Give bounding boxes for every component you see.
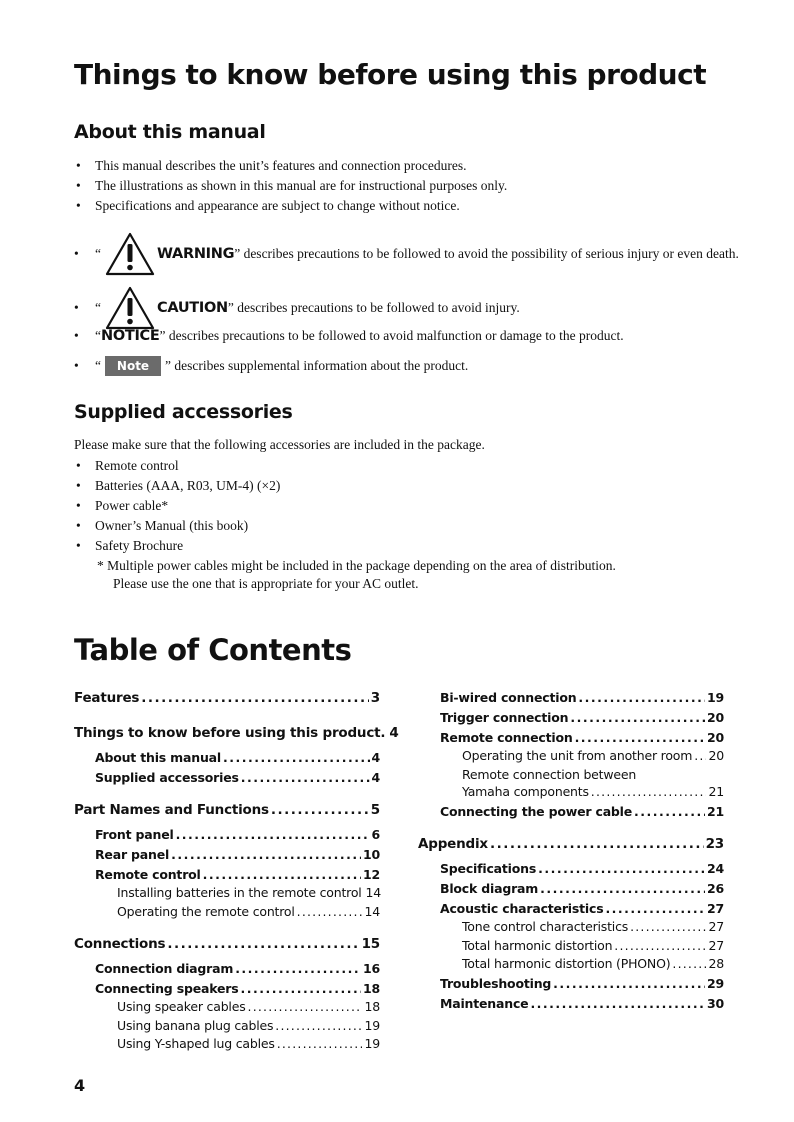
warning-row bbox=[74, 232, 739, 276]
toc-entry-label: Connection diagram bbox=[95, 961, 234, 976]
toc-entry-label: Specifications bbox=[440, 861, 537, 876]
toc-entry[interactable] bbox=[440, 710, 724, 725]
toc-entry-page: 18 bbox=[364, 999, 380, 1014]
toc-entry[interactable] bbox=[74, 690, 380, 706]
accessories-list bbox=[74, 456, 280, 556]
toc-entry-page: 24 bbox=[707, 861, 724, 876]
toc-leader-dots bbox=[490, 836, 704, 852]
toc-leader-dots bbox=[277, 1036, 363, 1051]
toc-entry-label: Trigger connection bbox=[440, 710, 569, 725]
toc-leader-dots bbox=[241, 770, 370, 785]
toc-entry-label: Supplied accessories bbox=[95, 770, 239, 785]
toc-entry-page: 21 bbox=[707, 804, 724, 819]
toc-entry-page: 21 bbox=[708, 784, 724, 799]
toc-entry[interactable] bbox=[117, 1036, 380, 1051]
toc-leader-dots bbox=[578, 690, 705, 705]
toc-entry-label: Part Names and Functions bbox=[74, 802, 269, 818]
bullet: • bbox=[74, 300, 79, 315]
toc-leader-dots bbox=[634, 804, 705, 819]
open-quote: “ bbox=[95, 328, 101, 343]
about-manual-heading: About this manual bbox=[74, 121, 266, 143]
toc-entry-page: 23 bbox=[705, 836, 724, 852]
toc-entry-label: Connecting the power cable bbox=[440, 804, 633, 819]
toc-entry-label: Appendix bbox=[418, 836, 488, 852]
caution-label: CAUTION bbox=[157, 300, 228, 316]
toc-entry-page: 19 bbox=[707, 690, 724, 705]
toc-leader-dots bbox=[171, 847, 361, 862]
toc-entry[interactable] bbox=[462, 784, 724, 799]
toc-leader-dots bbox=[694, 748, 706, 763]
toc-leader-dots bbox=[538, 861, 705, 876]
page-number: 4 bbox=[74, 1076, 86, 1095]
toc-entry[interactable] bbox=[462, 919, 724, 934]
toc-entry-page: 4 bbox=[371, 750, 380, 765]
warning-label: WARNING bbox=[157, 246, 235, 262]
toc-entry[interactable] bbox=[462, 938, 724, 953]
toc-title: Table of Contents bbox=[74, 633, 352, 667]
open-quote: “ bbox=[95, 358, 101, 373]
caution-row bbox=[74, 286, 520, 330]
toc-entry-label: Bi-wired connection bbox=[440, 690, 577, 705]
toc-leader-dots bbox=[223, 750, 370, 765]
toc-entry[interactable] bbox=[117, 904, 380, 919]
note-row bbox=[74, 356, 468, 376]
toc-entry-page: 19 bbox=[364, 1036, 380, 1051]
toc-entry-label: Remote connection bbox=[440, 730, 573, 745]
toc-leader-dots bbox=[248, 999, 363, 1014]
toc-entry-label: Front panel bbox=[95, 827, 174, 842]
caution-triangle-icon bbox=[105, 286, 155, 330]
toc-leader-dots bbox=[553, 976, 705, 991]
toc-entry[interactable] bbox=[74, 936, 380, 952]
toc-entry-page: 20 bbox=[708, 748, 724, 763]
toc-entry-label: Features bbox=[74, 690, 140, 706]
toc-entry-label: Yamaha components bbox=[462, 784, 589, 799]
toc-leader-dots bbox=[605, 901, 705, 916]
list-item: • Safety Brochure bbox=[74, 536, 280, 556]
toc-leader-dots bbox=[167, 936, 359, 952]
toc-entry-page: 5 bbox=[370, 802, 380, 818]
warning-text: ” describes precautions to be followed to avoid the possibility of serious injury or even death. bbox=[234, 246, 739, 261]
toc-entry-page: 29 bbox=[707, 976, 724, 991]
toc-leader-dots bbox=[275, 1018, 362, 1033]
toc-entry-page: 20 bbox=[707, 710, 724, 725]
toc-entry-label: Remote connection between bbox=[462, 767, 637, 782]
toc-entry-label: Total harmonic distortion bbox=[462, 938, 613, 953]
toc-leader-dots bbox=[271, 802, 369, 818]
toc-entry-page: 12 bbox=[363, 867, 380, 882]
toc-leader-dots bbox=[540, 881, 705, 896]
toc-entry-label: Connections bbox=[74, 936, 166, 952]
list-item: • Owner’s Manual (this book) bbox=[74, 516, 280, 536]
toc-entry[interactable] bbox=[440, 976, 724, 991]
toc-entry-label: Connecting speakers bbox=[95, 981, 239, 996]
toc-entry-label: Installing batteries in the remote control bbox=[117, 885, 362, 900]
toc-entry[interactable] bbox=[440, 690, 724, 705]
note-badge: Note bbox=[105, 356, 161, 376]
toc-entry[interactable] bbox=[95, 827, 380, 842]
toc-entry-page: 14 bbox=[364, 904, 380, 919]
about-manual-list bbox=[74, 156, 507, 216]
toc-entry-label: Remote control bbox=[95, 867, 201, 882]
warning-triangle-icon bbox=[105, 232, 155, 276]
toc-entry-label: Acoustic characteristics bbox=[440, 901, 604, 916]
toc-entry[interactable] bbox=[440, 901, 724, 916]
toc-entry[interactable] bbox=[117, 1018, 380, 1033]
toc-leader-dots bbox=[530, 996, 705, 1011]
toc-entry[interactable] bbox=[462, 767, 724, 782]
toc-leader-dots bbox=[176, 827, 370, 842]
list-item: • Power cable* bbox=[74, 496, 280, 516]
caution-text: ” describes precautions to be followed to avoid injury. bbox=[227, 300, 520, 315]
toc-entry[interactable] bbox=[418, 836, 724, 852]
toc-entry-label: Using Y-shaped lug cables bbox=[117, 1036, 275, 1051]
open-quote: “ bbox=[95, 300, 101, 315]
toc-entry[interactable] bbox=[462, 956, 724, 971]
toc-leader-dots bbox=[575, 730, 705, 745]
toc-entry-label: Rear panel bbox=[95, 847, 170, 862]
note-text: ” describes supplemental information about the product. bbox=[165, 358, 469, 373]
notice-label: NOTICE bbox=[101, 328, 160, 344]
toc-entry-label: Maintenance bbox=[440, 996, 529, 1011]
toc-entry[interactable] bbox=[95, 867, 380, 882]
toc-leader-dots bbox=[672, 956, 706, 971]
list-item: • The illustrations as shown in this manual are for instructional purposes only. bbox=[74, 176, 507, 196]
toc-entry-label: Operating the unit from another room bbox=[462, 748, 693, 763]
toc-entry-page: 16 bbox=[363, 961, 380, 976]
toc-entry-page: 20 bbox=[707, 730, 724, 745]
toc-entry-page: 30 bbox=[707, 996, 724, 1011]
toc-entry[interactable] bbox=[74, 802, 380, 818]
list-item: • Remote control bbox=[74, 456, 280, 476]
page-title: Things to know before using this product bbox=[74, 58, 707, 91]
toc-leader-dots bbox=[630, 919, 706, 934]
toc-entry-page: 18 bbox=[363, 981, 380, 996]
toc-entry[interactable] bbox=[117, 999, 380, 1014]
bullet: • bbox=[74, 358, 79, 373]
toc-entry[interactable] bbox=[462, 748, 724, 763]
toc-entry-page: 14 bbox=[365, 885, 382, 900]
toc-entry[interactable] bbox=[95, 961, 380, 976]
toc-leader-dots bbox=[591, 784, 707, 799]
list-item: • Specifications and appearance are subject to change without notice. bbox=[74, 196, 507, 216]
toc-entry-label: Block diagram bbox=[440, 881, 539, 896]
toc-entry-label: Things to know before using this product. bbox=[74, 725, 386, 741]
footnote-line: * Multiple power cables might be included in the package depending on the area of distribution. bbox=[97, 558, 616, 573]
toc-entry-page: 19 bbox=[364, 1018, 380, 1033]
accessories-heading: Supplied accessories bbox=[74, 401, 293, 423]
toc-entry-page: 4 bbox=[371, 770, 380, 785]
toc-leader-dots bbox=[570, 710, 705, 725]
toc-entry[interactable] bbox=[440, 730, 724, 745]
toc-entry-page: 6 bbox=[371, 827, 380, 842]
toc-entry-label: Troubleshooting bbox=[440, 976, 552, 991]
toc-entry[interactable] bbox=[440, 996, 724, 1011]
list-item: • Batteries (AAA, R03, UM-4) (×2) bbox=[74, 476, 280, 496]
toc-leader-dots bbox=[297, 904, 363, 919]
toc-entry[interactable] bbox=[95, 750, 380, 765]
toc-entry-page: 26 bbox=[707, 881, 724, 896]
bullet: • bbox=[74, 246, 79, 261]
notice-text: ” describes precautions to be followed to avoid malfunction or damage to the product. bbox=[159, 328, 624, 343]
toc-leader-dots bbox=[203, 867, 361, 882]
toc-entry[interactable] bbox=[440, 861, 724, 876]
accessories-footnote bbox=[97, 557, 616, 593]
toc-entry[interactable] bbox=[117, 885, 380, 900]
toc-entry[interactable] bbox=[95, 981, 380, 996]
toc-entry-page: 27 bbox=[708, 938, 724, 953]
toc-entry-page: 10 bbox=[363, 847, 380, 862]
bullet: • bbox=[74, 328, 79, 343]
footnote-line: Please use the one that is appropriate for your AC outlet. bbox=[113, 576, 419, 591]
toc-leader-dots bbox=[240, 981, 361, 996]
toc-entry-label: Using banana plug cables bbox=[117, 1018, 274, 1033]
toc-leader-dots bbox=[614, 938, 706, 953]
toc-entry-label: Using speaker cables bbox=[117, 999, 246, 1014]
toc-entry-page: 27 bbox=[707, 901, 724, 916]
toc-entry-label: Total harmonic distortion (PHONO) bbox=[462, 956, 671, 971]
list-item: • This manual describes the unit’s features and connection procedures. bbox=[74, 156, 507, 176]
toc-entry[interactable] bbox=[95, 847, 380, 862]
toc-leader-dots bbox=[141, 690, 369, 706]
toc-entry-label: Operating the remote control bbox=[117, 904, 295, 919]
toc-entry-page: 4 bbox=[389, 725, 399, 741]
toc-entry-label: About this manual bbox=[95, 750, 221, 765]
accessories-intro: Please make sure that the following accessories are included in the package. bbox=[74, 437, 485, 452]
toc-entry[interactable] bbox=[95, 770, 380, 785]
toc-entry[interactable] bbox=[440, 804, 724, 819]
toc-entry[interactable] bbox=[440, 881, 724, 896]
open-quote: “ bbox=[95, 246, 101, 261]
toc-entry-page: 28 bbox=[708, 956, 724, 971]
toc-entry-label: Tone control characteristics bbox=[462, 919, 629, 934]
toc-entry[interactable] bbox=[74, 725, 399, 741]
toc-entry-page: 27 bbox=[708, 919, 724, 934]
toc-entry-page: 15 bbox=[361, 936, 380, 952]
notice-row bbox=[74, 328, 624, 344]
toc-leader-dots bbox=[235, 961, 361, 976]
toc-entry-page: 3 bbox=[370, 690, 380, 706]
